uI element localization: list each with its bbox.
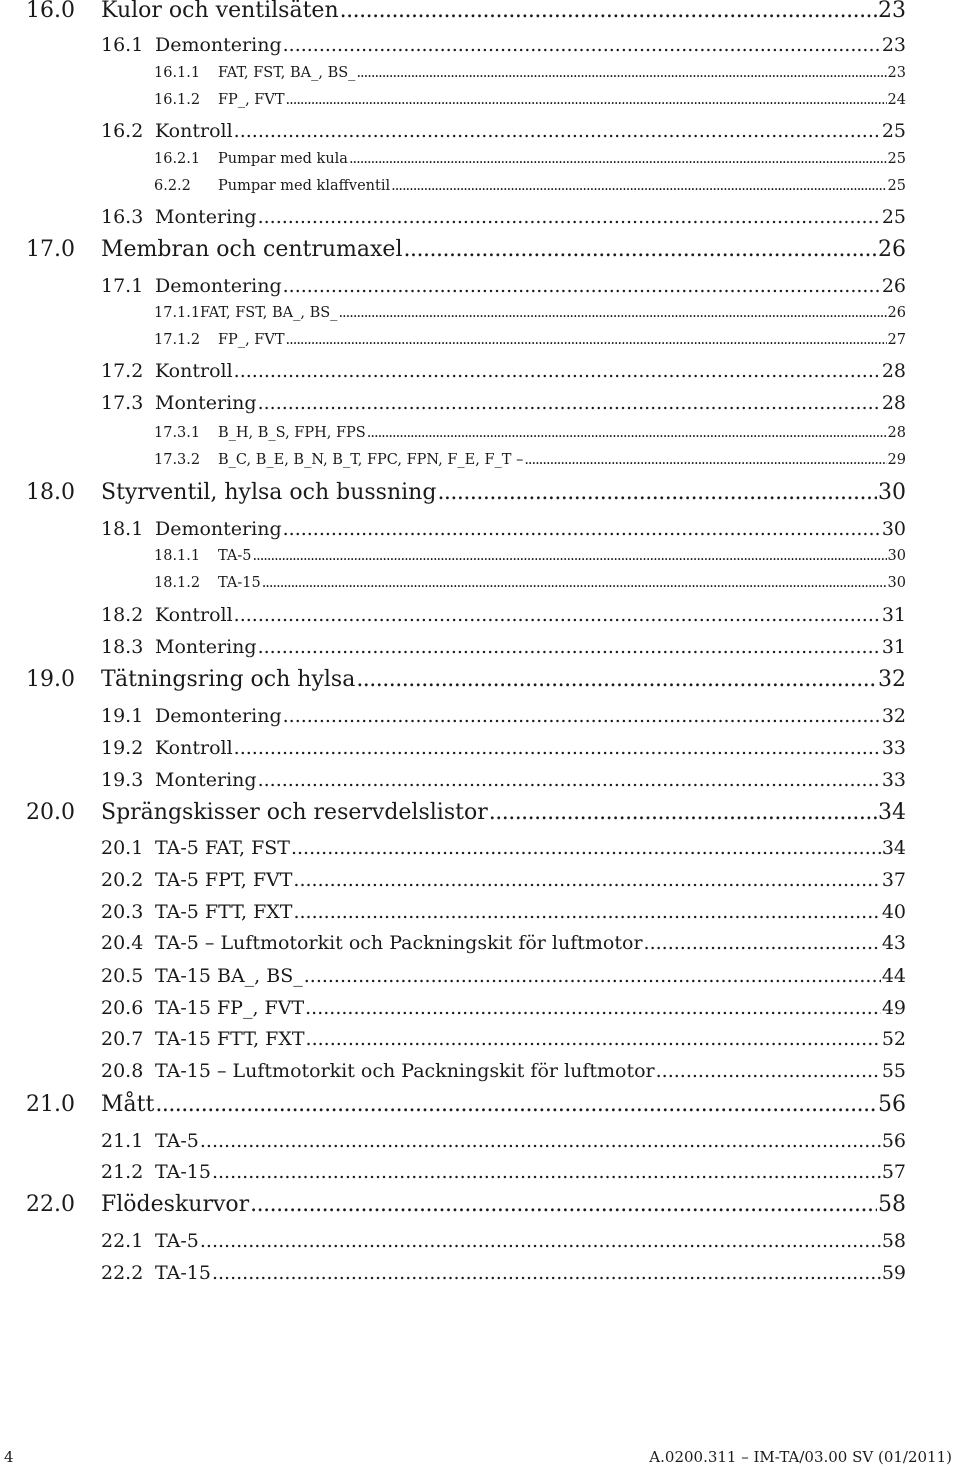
toc-entry-page: 44 <box>881 965 906 987</box>
toc-dot-leader <box>234 603 881 627</box>
toc-entry-page: 23 <box>878 0 906 23</box>
toc-dot-leader <box>391 176 886 196</box>
toc-entry-number: 19.3 <box>101 769 144 791</box>
toc-entry-page: 29 <box>887 452 906 468</box>
toc-entry-title: FAT, FST, BA_, BS_ <box>200 305 338 321</box>
toc-dot-leader <box>258 635 881 659</box>
toc-entry[interactable] <box>154 63 906 83</box>
toc-entry-page: 31 <box>881 636 906 658</box>
toc-entry-number: 19.2 <box>101 737 144 759</box>
toc-dot-leader <box>304 964 881 988</box>
toc-entry-number: 18.1.2 <box>154 575 201 591</box>
toc-entry[interactable] <box>101 736 906 760</box>
toc-entry-title: Demontering <box>155 34 282 56</box>
toc-entry-title: Kontroll <box>155 360 233 382</box>
toc-entry[interactable] <box>26 800 906 826</box>
toc-dot-leader <box>258 205 881 229</box>
toc-dot-leader <box>200 1129 881 1153</box>
toc-entry[interactable] <box>101 1261 906 1285</box>
toc-entry-page: 33 <box>881 737 906 759</box>
toc-dot-leader <box>283 33 881 57</box>
toc-entry-page: 30 <box>878 480 906 505</box>
toc-entry-title: TA-5 <box>155 1130 199 1152</box>
toc-entry[interactable] <box>101 635 906 659</box>
toc-entry-number: 20.3 <box>101 901 144 923</box>
toc-dot-leader <box>293 868 880 892</box>
toc-entry[interactable] <box>154 573 906 593</box>
toc-entry[interactable] <box>101 1027 906 1051</box>
toc-entry-page: 28 <box>881 392 906 414</box>
toc-dot-leader <box>524 450 886 470</box>
toc-entry-page: 37 <box>881 869 906 891</box>
toc-entry-number: 16.1 <box>101 34 144 56</box>
toc-dot-leader <box>286 90 887 110</box>
toc-entry-number: 18.3 <box>101 636 144 658</box>
toc-entry-title: Sprängskisser och reservdelslistor <box>101 800 488 825</box>
toc-dot-leader <box>258 768 881 792</box>
toc-entry[interactable] <box>26 1192 906 1218</box>
toc-entry[interactable] <box>26 0 906 24</box>
toc-entry-page: 40 <box>881 901 906 923</box>
toc-entry-page: 58 <box>881 1230 906 1252</box>
toc-entry[interactable] <box>154 423 906 443</box>
toc-entry[interactable] <box>26 237 906 263</box>
toc-entry-title: B_C, B_E, B_N, B_T, FPC, FPN, F_E, F_T – <box>218 452 524 468</box>
toc-entry-number: 6.2.2 <box>154 178 191 194</box>
toc-entry[interactable] <box>101 119 906 143</box>
toc-entry[interactable] <box>154 450 906 470</box>
toc-entry-page: 34 <box>881 837 906 859</box>
toc-entry-number: 21.1 <box>101 1130 144 1152</box>
toc-entry-number: 16.1.1 <box>154 65 201 81</box>
toc-entry-page: 23 <box>881 34 906 56</box>
toc-entry-title: Pumpar med kula <box>218 151 348 167</box>
toc-entry-page: 28 <box>887 425 906 441</box>
toc-entry-title: TA-15 <box>155 1161 211 1183</box>
toc-dot-leader <box>212 1261 881 1285</box>
toc-entry-page: 25 <box>881 120 906 142</box>
toc-dot-leader <box>250 1192 877 1218</box>
toc-entry-title: FP_, FVT <box>218 332 285 348</box>
toc-entry[interactable] <box>154 90 906 110</box>
toc-entry-title: TA-5 – Luftmotorkit och Packningskit för luftmotor <box>155 932 643 954</box>
toc-entry[interactable] <box>101 1229 906 1253</box>
toc-entry-page: 25 <box>887 151 906 167</box>
toc-dot-leader <box>212 1160 881 1184</box>
toc-entry-title: FAT, FST, BA_, BS_ <box>218 65 356 81</box>
toc-entry-page: 33 <box>881 769 906 791</box>
toc-dot-leader <box>283 704 881 728</box>
toc-dot-leader <box>262 573 887 593</box>
toc-dot-leader <box>489 800 877 826</box>
toc-entry-page: 28 <box>881 360 906 382</box>
toc-entry-title: Membran och centrumaxel <box>101 237 403 262</box>
toc-entry-title: TA-5 FPT, FVT <box>155 869 293 891</box>
toc-entry-title: Demontering <box>155 275 282 297</box>
toc-entry-number: 18.1 <box>101 518 144 540</box>
toc-entry-page: 30 <box>881 518 906 540</box>
toc-entry[interactable] <box>101 603 906 627</box>
toc-entry-title: TA-15 BA_, BS_ <box>155 965 303 987</box>
toc-entry[interactable] <box>101 517 906 541</box>
toc-entry[interactable] <box>101 205 906 229</box>
toc-dot-leader <box>283 274 881 298</box>
toc-dot-leader <box>291 836 881 860</box>
toc-dot-leader <box>306 1027 881 1051</box>
toc-entry-number: 17.3 <box>101 392 144 414</box>
toc-entry-page: 43 <box>881 932 906 954</box>
toc-dot-leader <box>293 900 880 924</box>
toc-dot-leader <box>644 931 881 955</box>
toc-entry-title: TA-15 FP_, FVT <box>155 997 305 1019</box>
toc-entry-number: 18.1.1 <box>154 548 201 564</box>
toc-entry-page: 24 <box>887 92 906 108</box>
toc-entry-number: 17.2 <box>101 360 144 382</box>
toc-entry-page: 56 <box>881 1130 906 1152</box>
toc-entry-title: Flödeskurvor <box>101 1192 250 1217</box>
toc-dot-leader <box>656 1059 881 1083</box>
toc-dot-leader <box>155 1092 877 1118</box>
toc-entry-title: Tätningsring och hylsa <box>101 667 356 692</box>
toc-entry-number: 17.3.2 <box>154 452 201 468</box>
toc-entry[interactable] <box>101 359 906 383</box>
toc-dot-leader <box>338 303 886 323</box>
toc-entry[interactable] <box>154 149 906 169</box>
toc-entry-page: 26 <box>887 305 906 321</box>
toc-entry-title: Kontroll <box>155 120 233 142</box>
toc-entry-number: 20.5 <box>101 965 144 987</box>
toc-entry[interactable] <box>101 1059 906 1083</box>
toc-entry[interactable] <box>101 768 906 792</box>
toc-entry-title: TA-5 FAT, FST <box>155 837 290 859</box>
toc-dot-leader <box>404 237 878 263</box>
toc-dot-leader <box>305 996 881 1020</box>
toc-entry-number: 19.0 <box>26 667 75 692</box>
toc-entry-page: 31 <box>881 604 906 626</box>
page-footer <box>0 1446 960 1470</box>
toc-entry-number: 22.1 <box>101 1230 144 1252</box>
toc-dot-leader <box>234 359 881 383</box>
toc-entry-number: 20.1 <box>101 837 144 859</box>
toc-dot-leader <box>234 736 881 760</box>
toc-entry-title: Kulor och ventilsäten <box>101 0 339 23</box>
footer-page-number: 4 <box>4 1448 14 1466</box>
toc-dot-leader <box>258 391 881 415</box>
toc-entry[interactable] <box>26 1092 906 1118</box>
toc-entry[interactable] <box>101 931 906 955</box>
toc-entry-title: TA-15 <box>218 575 261 591</box>
toc-dot-leader <box>200 1229 881 1253</box>
toc-entry[interactable] <box>154 546 906 566</box>
toc-entry[interactable] <box>101 274 906 298</box>
toc-entry-title: TA-5 <box>155 1230 199 1252</box>
toc-entry-title: TA-15 <box>155 1262 211 1284</box>
toc-entry-number: 17.1.2 <box>154 332 201 348</box>
toc-entry-number: 20.6 <box>101 997 144 1019</box>
toc-entry-number: 20.2 <box>101 869 144 891</box>
toc-entry-number: 20.8 <box>101 1060 144 1082</box>
toc-entry[interactable] <box>101 836 906 860</box>
toc-entry-page: 52 <box>881 1028 906 1050</box>
toc-dot-leader <box>234 119 881 143</box>
toc-entry-number: 16.3 <box>101 206 144 228</box>
toc-entry-number: 16.2 <box>101 120 144 142</box>
toc-entry-title: B_H, B_S, FPH, FPS <box>218 425 366 441</box>
toc-entry[interactable] <box>101 996 906 1020</box>
toc-entry-title: TA-5 FTT, FXT <box>155 901 293 923</box>
toc-entry-title: Kontroll <box>155 737 233 759</box>
toc-entry-number: 16.2.1 <box>154 151 201 167</box>
toc-dot-leader <box>356 63 886 83</box>
toc-entry-page: 49 <box>881 997 906 1019</box>
toc-entry[interactable] <box>26 667 906 693</box>
toc-dot-leader <box>437 480 877 506</box>
toc-entry-title: Mått <box>101 1092 155 1117</box>
toc-entry-title: TA-5 <box>218 548 252 564</box>
toc-entry-title: Demontering <box>155 518 282 540</box>
toc-entry-page: 32 <box>878 667 906 692</box>
toc-entry-title: Montering <box>155 636 257 658</box>
toc-entry-number: 17.3.1 <box>154 425 201 441</box>
footer-document-code: A.0200.311 – IM-TA/03.00 SV (01/2011) <box>649 1448 952 1466</box>
toc-entry[interactable] <box>101 1129 906 1153</box>
toc-entry[interactable] <box>101 33 906 57</box>
toc-entry-page: 56 <box>878 1092 906 1117</box>
toc-entry-number: 17.1.1 <box>154 305 201 321</box>
toc-entry-page: 26 <box>881 275 906 297</box>
toc-entry-page: 58 <box>878 1192 906 1217</box>
toc-entry-title: Demontering <box>155 705 282 727</box>
toc-dot-leader <box>283 517 881 541</box>
toc-entry-number: 21.0 <box>26 1092 75 1117</box>
toc-entry-number: 20.0 <box>26 800 75 825</box>
toc-entry[interactable] <box>101 704 906 728</box>
toc-entry[interactable] <box>101 900 906 924</box>
toc-entry-page: 30 <box>887 575 906 591</box>
toc-entry-title: Kontroll <box>155 604 233 626</box>
toc-entry-page: 30 <box>887 548 906 564</box>
toc-entry-page: 27 <box>887 332 906 348</box>
toc-entry-title: Styrventil, hylsa och bussning <box>101 480 437 505</box>
toc-entry[interactable] <box>154 303 906 323</box>
toc-entry-title: Montering <box>155 392 257 414</box>
toc-dot-leader <box>340 0 877 24</box>
toc-entry[interactable] <box>101 868 906 892</box>
toc-entry-page: 25 <box>887 178 906 194</box>
toc-entry[interactable] <box>154 330 906 350</box>
toc-entry-page: 32 <box>881 705 906 727</box>
toc-entry-number: 21.2 <box>101 1161 144 1183</box>
toc-entry-title: TA-15 – Luftmotorkit och Packningskit för luftmotor <box>155 1060 655 1082</box>
toc-entry[interactable] <box>154 176 906 196</box>
toc-entry-page: 25 <box>881 206 906 228</box>
toc-entry-number: 20.7 <box>101 1028 144 1050</box>
toc-entry[interactable] <box>101 391 906 415</box>
toc-dot-leader <box>367 423 887 443</box>
toc-entry-number: 19.1 <box>101 705 144 727</box>
toc-dot-leader <box>252 546 886 566</box>
toc-entry-title: Montering <box>155 769 257 791</box>
toc-entry-number: 22.2 <box>101 1262 144 1284</box>
toc-entry[interactable] <box>26 480 906 506</box>
toc-entry-number: 16.1.2 <box>154 92 201 108</box>
toc-entry-page: 59 <box>881 1262 906 1284</box>
toc-entry-page: 26 <box>878 237 906 262</box>
toc-entry-page: 34 <box>878 800 906 825</box>
toc-entry-title: FP_, FVT <box>218 92 285 108</box>
toc-entry[interactable] <box>101 1160 906 1184</box>
toc-dot-leader <box>356 667 877 693</box>
toc-entry-number: 18.0 <box>26 480 75 505</box>
toc-entry-number: 18.2 <box>101 604 144 626</box>
toc-entry-number: 16.0 <box>26 0 75 23</box>
toc-entry-title: Montering <box>155 206 257 228</box>
toc-dot-leader <box>349 149 887 169</box>
toc-entry-title: Pumpar med klaffventil <box>218 178 391 194</box>
toc-dot-leader <box>286 330 887 350</box>
toc-entry-number: 22.0 <box>26 1192 75 1217</box>
toc-entry-number: 17.1 <box>101 275 144 297</box>
toc-entry-page: 23 <box>887 65 906 81</box>
toc-entry-page: 55 <box>881 1060 906 1082</box>
toc-entry-page: 57 <box>881 1161 906 1183</box>
toc-entry-title: TA-15 FTT, FXT <box>155 1028 305 1050</box>
toc-entry-number: 17.0 <box>26 237 75 262</box>
toc-entry[interactable] <box>101 964 906 988</box>
toc-entry-number: 20.4 <box>101 932 144 954</box>
